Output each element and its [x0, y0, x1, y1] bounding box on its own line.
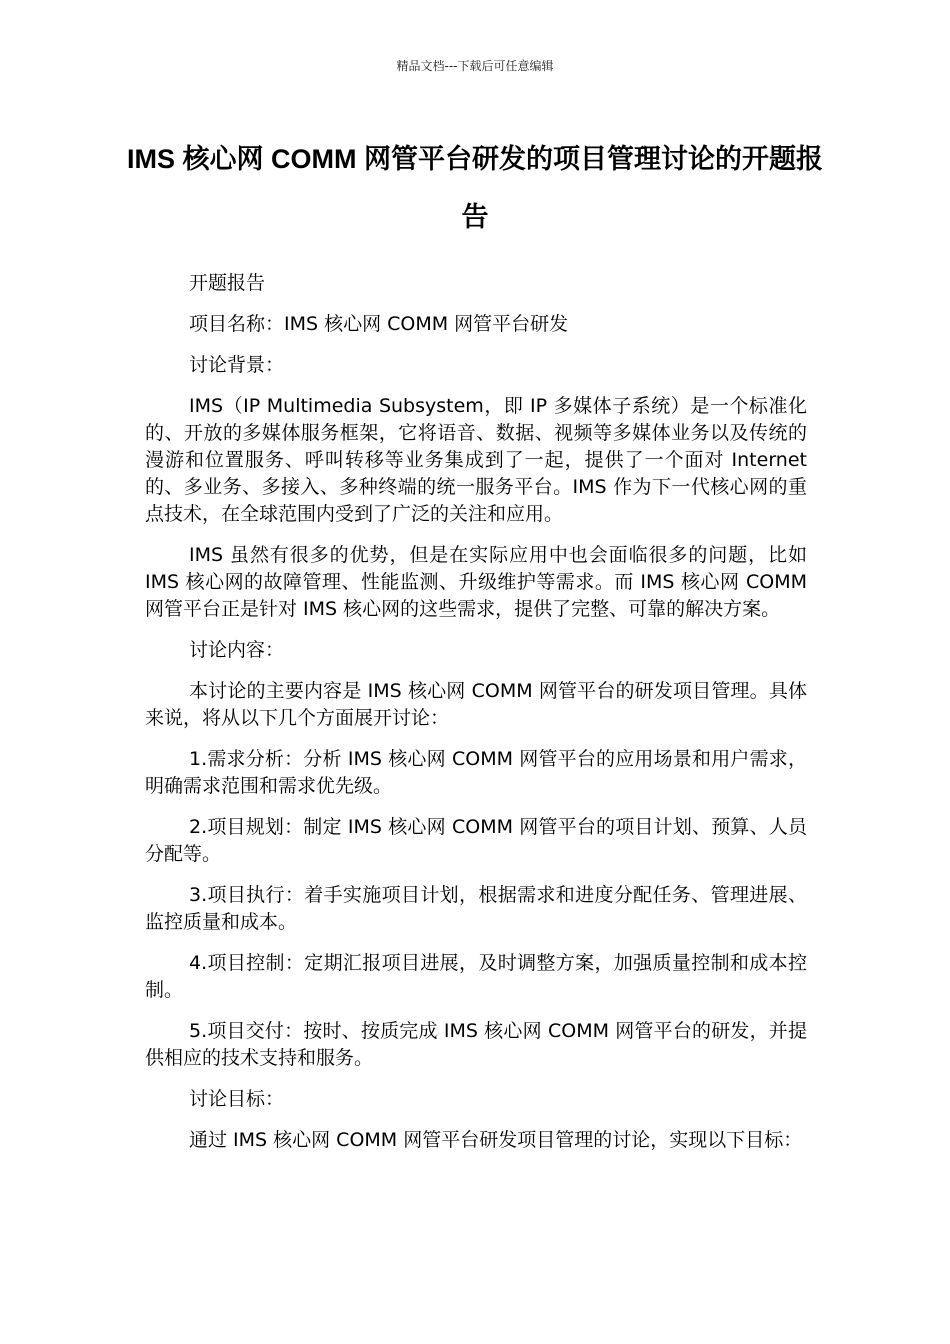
- list-item-planning: 2.项目规划：制定 IMS 核心网 COMM 网管平台的项目计划、预算、人员分配等。: [145, 816, 807, 865]
- paragraph-background-2: IMS 虽然有很多的优势，但是在实际应用中也会面临很多的问题，比如 IMS 核心网的故障管理、性能监测、升级维护等需求。而 IMS 核心网 COMM 网管平台正是针对 IMS 核心网的这些需求，提供了完整、可靠的解决方案。: [145, 544, 807, 620]
- list-item-control: 4.项目控制：定期汇报项目进展，及时调整方案，加强质量控制和成本控制。: [145, 952, 807, 1001]
- paragraph-goals-heading: 讨论目标：: [189, 1088, 285, 1110]
- list-item-delivery: 5.项目交付：按时、按质完成 IMS 核心网 COMM 网管平台的研发，并提供相应的技术支持和服务。: [145, 1020, 807, 1069]
- paragraph-content-intro: 本讨论的主要内容是 IMS 核心网 COMM 网管平台的研发项目管理。具体来说，将从以下几个方面展开讨论：: [145, 680, 807, 729]
- document-title: IMS 核心网 COMM 网管平台研发的项目管理讨论的开题报告: [127, 144, 823, 232]
- document-body: [145, 270, 807, 1168]
- paragraph-background-heading: 讨论背景：: [189, 354, 285, 376]
- paragraph-goals-intro: 通过 IMS 核心网 COMM 网管平台研发项目管理的讨论，实现以下目标：: [189, 1129, 803, 1151]
- paragraph-content-heading: 讨论内容：: [189, 639, 285, 661]
- paragraph-background-1: IMS（IP Multimedia Subsystem，即 IP 多媒体子系统）是一个标准化的、开放的多媒体服务框架，它将语音、数据、视频等多媒体业务以及传统的漫游和位置服务、呼叫转移等业务集成到了一起，提供了一个面对 Internet 的、多业务、多接入、多种终端的统一服务平台。IMS 作为下一代核心网的重点技术，在全球范围内受到了广泛的关注和应用。: [145, 395, 807, 525]
- list-item-execution: 3.项目执行：着手实施项目计划，根据需求和进度分配任务、管理进展、监控质量和成本。: [145, 884, 807, 933]
- list-item-requirements: 1.需求分析：分析 IMS 核心网 COMM 网管平台的应用场景和用户需求，明确需求范围和需求优先级。: [145, 748, 807, 797]
- header-note: 精品文档---下载后可任意编辑: [396, 59, 554, 73]
- paragraph-report-label: 开题报告: [189, 272, 266, 294]
- paragraph-project-name: 项目名称：IMS 核心网 COMM 网管平台研发: [189, 313, 569, 335]
